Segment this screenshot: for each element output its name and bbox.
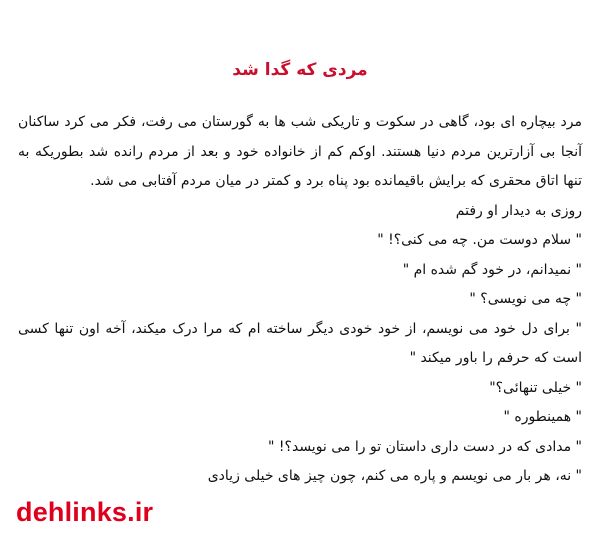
paragraph: " سلام دوست من. چه می کنی؟! " bbox=[377, 232, 582, 248]
paragraph: " نمیدانم، در خود گم شده ام " bbox=[402, 261, 582, 278]
paragraph: روزی به دیدار او رفتم bbox=[455, 202, 582, 219]
paragraph: " مدادی که در دست داری داستان تو را می نویسد؟! " bbox=[268, 438, 582, 455]
paragraph: " خیلی تنهائی؟" bbox=[489, 379, 582, 396]
paragraph: مرد بیچاره ای بود، گاهی در سکوت و تاریکی شب ها به گورستان می رفت، فکر می کرد ساکنان آنجا بی آزارترین مردم دنیا هستند. اوکم کم از خانواده خود و بعد از مردم رانده شد بطوریکه به تنها اتاق محقری که برایش باقیمانده بود پناه برد و کمتر در میان مردم آفتابی می شد. bbox=[18, 114, 582, 189]
document-title: مردی که گدا شد bbox=[232, 60, 368, 80]
watermark-text: dehlinks.ir bbox=[16, 497, 154, 527]
document-body bbox=[18, 108, 582, 492]
paragraph: " چه می نویسی؟ " bbox=[469, 291, 582, 307]
paragraph: " برای دل خود می نویسم، از خود خودی دیگر ساخته ام که مرا درک میکند، آخه اون تنها کسی است که حرفم را باور میکند " bbox=[18, 320, 582, 366]
paragraph: " نه، هر بار می نویسم و پاره می کنم، چون چیز های خیلی زیادی bbox=[207, 468, 582, 484]
paragraph: " همینطوره " bbox=[503, 409, 582, 425]
